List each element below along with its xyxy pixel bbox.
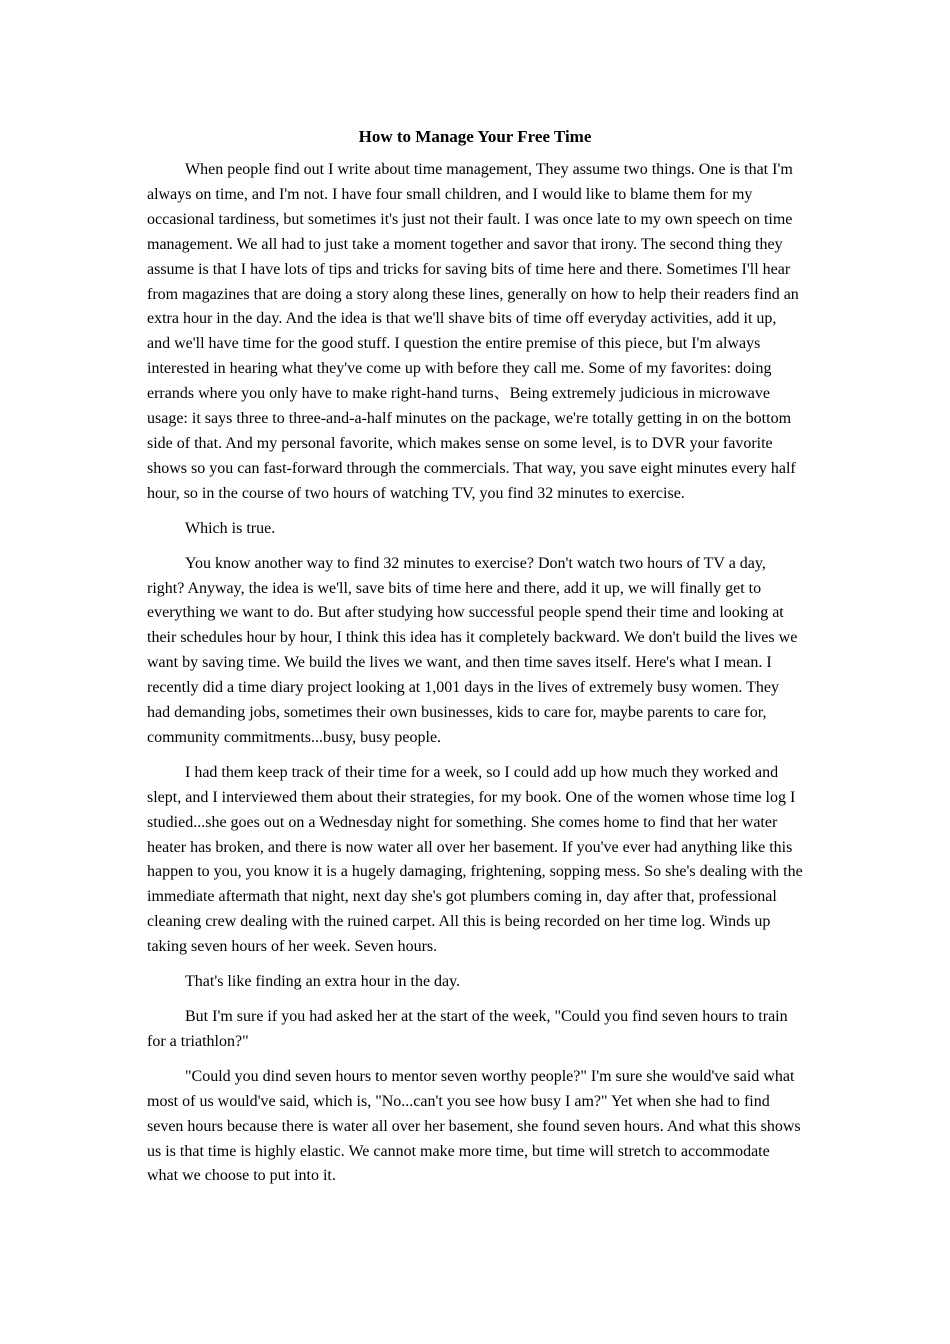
paragraph-5: That's like finding an extra hour in the day. <box>185 973 461 991</box>
paragraph-2: Which is true. <box>185 519 276 537</box>
paragraph-7: "Could you dind seven hours to mentor seven worthy people?" I'm sure she would've said what most of us would've said, which is, "No...can't you see how busy I am?" Yet when she had to find seven hours because there is water all over her basement, she found seven hours. And what this shows us is that time is highly elastic. We cannot make more time, but time will stretch to accommodate what we choose to put into it. <box>147 1067 801 1185</box>
document-title: How to Manage Your Free Time <box>358 127 592 146</box>
document-page <box>147 124 803 1199</box>
paragraph-3: You know another way to find 32 minutes to exercise? Don't watch two hours of TV a day, right? Anyway, the idea is we'll, save bits of time here and there, add it up, we will finally get to everything we want to do. But after studying how successful people spend their time and looking at their schedules hour by hour, I think this idea has it completely backward. We don't build the lives we want by saving time. We build the lives we want, and then time saves itself. Here's what I mean. I recently did a time diary project looking at 1,001 days in the lives of extremely busy women. They had demanding jobs, sometimes their own businesses, kids to care for, maybe parents to care for, community commitments...busy, busy people. <box>147 554 798 746</box>
paragraph-6: But I'm sure if you had asked her at the start of the week, "Could you find seven hours to train for a triathlon?" <box>147 1008 788 1050</box>
paragraph-4: I had them keep track of their time for a week, so I could add up how much they worked and slept, and I interviewed them about their strategies, for my book. One of the women whose time log I studied...she goes out on a Wednesday night for something. She comes home to find that her water heater has broken, and there is now water all over her basement. If you've ever had anything like this happen to you, you know it is a hugely damaging, frightening, sopping mess. So she's dealing with the immediate aftermath that night, next day she's got plumbers coming in, day after that, professional cleaning crew dealing with the ruined carpet. All this is being recorded on her time log. Winds up taking seven hours of her week. Seven hours. <box>147 763 803 956</box>
paragraph-1: When people find out I write about time management, They assume two things. One is that I'm always on time, and I'm not. I have four small children, and I would like to blame them for my occasional tardiness, but sometimes it's just not their fault. I was once late to my own speech on time management. We all had to just take a moment together and savor that irony. The second thing they assume is that I have lots of tips and tricks for saving bits of time here and there. Sometimes I'll hear from magazines that are doing a story along these lines, generally on how to help their readers find an extra hour in the day. And the idea is that we'll shave bits of time off everyday activities, add it up, and we'll have time for the good stuff. I question the entire premise of this piece, but I'm always interested in hearing what they've come up with before they call me. Some of my favorites: doing errands where you only have to make right-hand turns、Being extremely judicious in microwave usage: it says three to three-and-a-half minutes on the package, we're totally getting in on the bottom side of that. And my personal favorite, which makes sense on some level, is to DVR your favorite shows so you can fast-forward through the commercials. That way, you save eight minutes every half hour, so in the course of two hours of watching TV, you find 32 minutes to exercise. <box>147 161 799 502</box>
